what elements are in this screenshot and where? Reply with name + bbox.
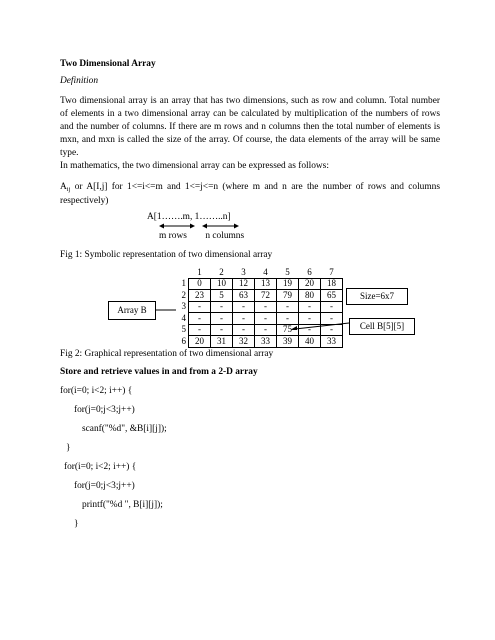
array-subscript: ij <box>66 186 71 193</box>
table-cell: 13 <box>255 278 277 290</box>
table-cell: 65 <box>321 290 343 302</box>
table-cell: 20 <box>299 278 321 290</box>
code-line: scanf("%d", &B[i][j]); <box>82 424 167 434</box>
table-cell: - <box>211 324 233 336</box>
table-cell: - <box>233 301 255 313</box>
column-header-row <box>176 267 343 278</box>
table-cell: 79 <box>277 290 299 302</box>
table-cell: - <box>255 301 277 313</box>
column-header: 6 <box>307 266 312 277</box>
table-cell: - <box>189 301 211 313</box>
definition-paragraph: Two dimensional array is an array that has two dimensions, such as row and column. Total number of elements in a two dimensional array can be calculated by multiplication of the numbers of rows and the number of columns. If there are m rows and n columns then the total number of elements is mxn, and mxn is called the size of the array. Of course, the data elements of the array will be same type. <box>60 96 440 158</box>
table-cell: - <box>277 301 299 313</box>
definition-heading: Definition <box>60 76 99 86</box>
table-cell: - <box>255 313 277 325</box>
table-cell: - <box>255 324 277 336</box>
store-retrieve-heading: Store and retrieve values in and from a 2-D array <box>60 367 258 377</box>
table-cell: 12 <box>233 278 255 290</box>
table-cell: 72 <box>255 290 277 302</box>
code-line: } <box>74 519 79 529</box>
code-line: printf("%d ", B[i][j]); <box>82 500 163 510</box>
highlighted-cell: 75 <box>277 324 299 336</box>
table-cell: - <box>211 313 233 325</box>
column-header: 1 <box>197 266 202 277</box>
array-symbol: A <box>60 182 67 192</box>
expression-text: or A[I,j] for 1<=i<=m and 1<=j<=n (where m and n are the number of rows and columns respectively) <box>60 182 440 206</box>
array-label-box: Array B <box>108 301 156 320</box>
table-cell: - <box>299 301 321 313</box>
fig2-caption: Fig 2: Graphical representation of two dimensional array <box>60 349 274 359</box>
array-notation: A[1…….m, 1……..n] <box>147 212 231 222</box>
table-cell: - <box>189 324 211 336</box>
table-cell: 39 <box>277 336 299 348</box>
math-intro-paragraph: In mathematics, the two dimensional array can be expressed as follows: <box>60 161 329 171</box>
table-row <box>176 278 343 290</box>
row-header: 1 <box>181 278 186 289</box>
double-arrow-icon <box>159 222 259 230</box>
table-cell: 0 <box>189 278 211 290</box>
column-header: 7 <box>329 266 334 277</box>
dimension-arrows <box>159 222 259 230</box>
table-cell: - <box>233 324 255 336</box>
table-cell: 80 <box>299 290 321 302</box>
table-cell: - <box>321 301 343 313</box>
table-cell: - <box>299 313 321 325</box>
pointer-arrows <box>150 300 352 330</box>
column-header: 5 <box>285 266 290 277</box>
page-title: Two Dimensional Array <box>60 59 156 69</box>
column-header: 4 <box>263 266 268 277</box>
table-cell: 31 <box>211 336 233 348</box>
table-row <box>176 336 343 348</box>
row-header: 3 <box>181 301 186 312</box>
table-cell: 5 <box>211 290 233 302</box>
table-cell: - <box>233 313 255 325</box>
rows-label: m rows <box>159 231 187 241</box>
table-cell: - <box>321 324 343 336</box>
math-expression-paragraph <box>60 181 440 208</box>
table-cell: - <box>277 313 299 325</box>
table-cell: 40 <box>299 336 321 348</box>
table-cell: 33 <box>255 336 277 348</box>
code-line: for(j=0;j<3;j++) <box>74 405 135 415</box>
code-line: for(i=0; i<2; i++) { <box>64 462 137 472</box>
table-cell: 20 <box>189 336 211 348</box>
cell-label-box: Cell B[5][5] <box>349 318 415 335</box>
cell-pointer-line <box>295 323 349 329</box>
table-cell: 19 <box>277 278 299 290</box>
code-line: for(i=0; i<2; i++) { <box>60 386 133 396</box>
table-cell: 33 <box>321 336 343 348</box>
table-cell: 63 <box>233 290 255 302</box>
table-cell: 32 <box>233 336 255 348</box>
cols-label: n columns <box>205 231 245 241</box>
table-cell: 10 <box>211 278 233 290</box>
code-line: } <box>66 443 71 453</box>
row-header: 4 <box>181 312 186 323</box>
row-header: 2 <box>181 289 186 300</box>
arrow-head-icon <box>291 326 297 330</box>
dimension-labels <box>159 230 244 243</box>
table-cell: - <box>299 324 321 336</box>
code-line: for(j=0;j<3;j++) <box>74 481 135 491</box>
table-cell: - <box>211 301 233 313</box>
row-header: 5 <box>181 324 186 335</box>
column-header: 3 <box>241 266 246 277</box>
table-cell: 18 <box>321 278 343 290</box>
row-header: 6 <box>181 335 186 346</box>
table-cell: - <box>189 313 211 325</box>
table-cell: - <box>321 313 343 325</box>
size-label-box: Size=6x7 <box>346 288 408 305</box>
column-header: 2 <box>219 266 224 277</box>
fig1-caption: Fig 1: Symbolic representation of two dimensional array <box>60 250 273 260</box>
table-cell: 23 <box>189 290 211 302</box>
